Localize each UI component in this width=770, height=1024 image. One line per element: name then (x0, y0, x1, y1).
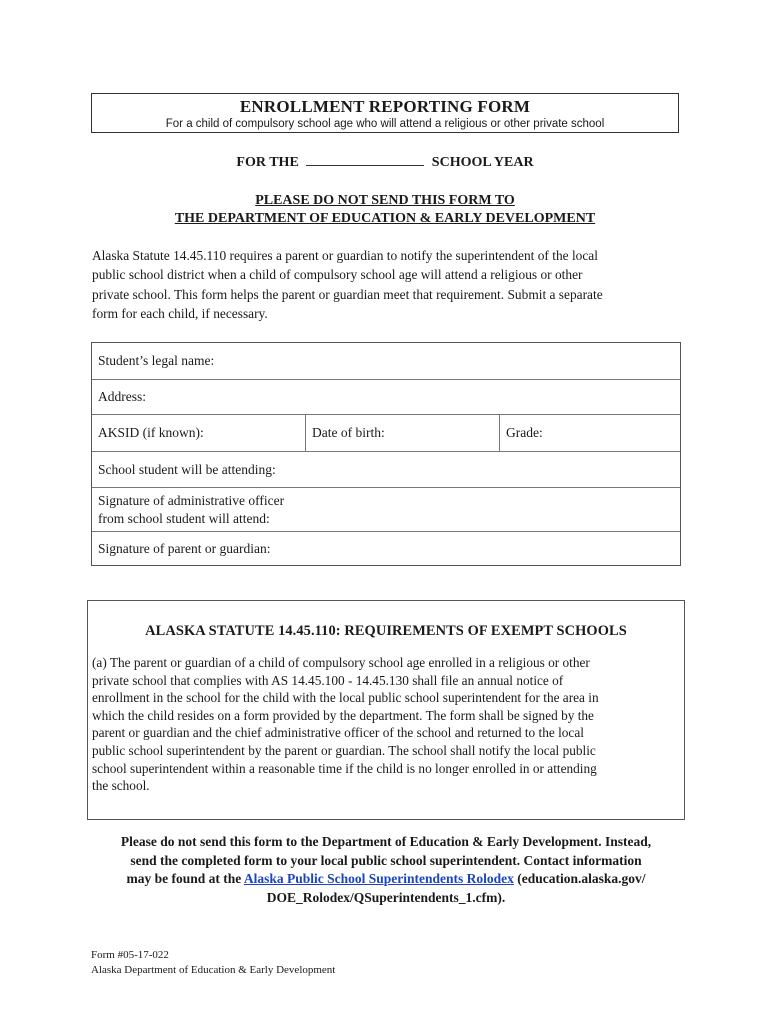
closing-line: DOE_Rolodex/QSuperintendents_1.cfm). (266, 889, 506, 905)
admin-signature-line-2: from school student will attend: (98, 510, 270, 526)
school-label: School student will be attending: (98, 461, 276, 477)
school-row[interactable] (92, 452, 680, 488)
statute-line: enrollment in the school for the child with the local public school superintendent for the area in (92, 690, 599, 706)
statute-line: (a) The parent or guardian of a child of compulsory school age enrolled in a religious or other (92, 655, 590, 670)
statute-line: parent or guardian and the chief administrative officer of the school and returned to the local (92, 725, 584, 741)
legal-name-row[interactable] (92, 343, 680, 380)
form-number: Form #05-17-022 (91, 949, 169, 961)
statute-text (92, 654, 674, 795)
parent-signature-label: Signature of parent or guardian: (98, 540, 271, 556)
admin-signature-row[interactable] (92, 488, 680, 532)
form-subtitle: For a child of compulsory school age who will attend a religious or other private school (165, 118, 605, 130)
dob-field[interactable] (306, 415, 500, 451)
closing-line-suffix: (education.alaska.gov/ (517, 871, 646, 887)
closing-instructions (80, 833, 692, 907)
aksid-field[interactable] (92, 415, 306, 451)
school-year-blank[interactable] (306, 153, 424, 166)
grade-label: Grade: (506, 425, 543, 440)
admin-signature-label (92, 488, 680, 531)
intro-line: private school. This form helps the parent or guardian meet that requirement. Submit a separate (92, 286, 603, 302)
notice-line-2: THE DEPARTMENT OF EDUCATION & EARLY DEVELOPMENT (174, 211, 596, 226)
intro-line: public school district when a child of compulsory school age will attend a religious or other (92, 267, 583, 283)
closing-line (80, 870, 692, 889)
id-dob-grade-row (92, 415, 680, 452)
agency-name: Alaska Department of Education & Early Development (91, 964, 336, 976)
statute-line: private school that complies with AS 14.45.100 - 14.45.130 shall file an annual notice of (92, 672, 564, 688)
student-info-table (91, 342, 681, 566)
statute-line: the school. (92, 778, 150, 794)
legal-name-label: Student’s legal name: (98, 353, 215, 368)
closing-line-prefix: may be found at the (126, 871, 242, 887)
statute-line: public school superintendent by the parent or guardian. The school shall notify the local public (92, 742, 596, 758)
intro-line: form for each child, if necessary. (92, 306, 268, 322)
page-footer (91, 948, 335, 978)
school-year-prefix: FOR THE (236, 155, 299, 170)
intro-line: Alaska Statute 14.45.110 requires a parent or guardian to notify the superintendent of the local (92, 248, 598, 263)
admin-signature-line-1: Signature of administrative officer (98, 492, 285, 508)
form-title: ENROLLMENT REPORTING FORM (239, 97, 531, 116)
form-title-box (91, 93, 679, 133)
address-row[interactable] (92, 380, 680, 415)
school-year-suffix: SCHOOL YEAR (431, 155, 534, 170)
address-label: Address: (98, 389, 146, 404)
statute-box (87, 600, 685, 820)
parent-signature-row[interactable] (92, 532, 680, 565)
notice-line-1: PLEASE DO NOT SEND THIS FORM TO (255, 193, 515, 208)
aksid-label: AKSID (if known): (98, 425, 204, 440)
closing-line: send the completed form to your local public school superintendent. Contact information (130, 852, 642, 868)
intro-paragraph (92, 246, 682, 324)
statute-line: which the child resides on a form provided by the department. The form shall be signed by the (92, 707, 594, 723)
closing-line: Please do not send this form to the Department of Education & Early Development. Instead, (120, 834, 652, 849)
statute-line: school superintendent within a reasonable time if the child is no longer enrolled in or attending (92, 760, 597, 776)
statute-heading: ALASKA STATUTE 14.45.110: REQUIREMENTS OF EXEMPT SCHOOLS (145, 623, 627, 639)
school-year-line (0, 153, 770, 171)
dob-label: Date of birth: (312, 425, 385, 440)
rolodex-link[interactable]: Alaska Public School Superintendents Rolodex (243, 871, 514, 887)
grade-field[interactable] (500, 415, 680, 451)
